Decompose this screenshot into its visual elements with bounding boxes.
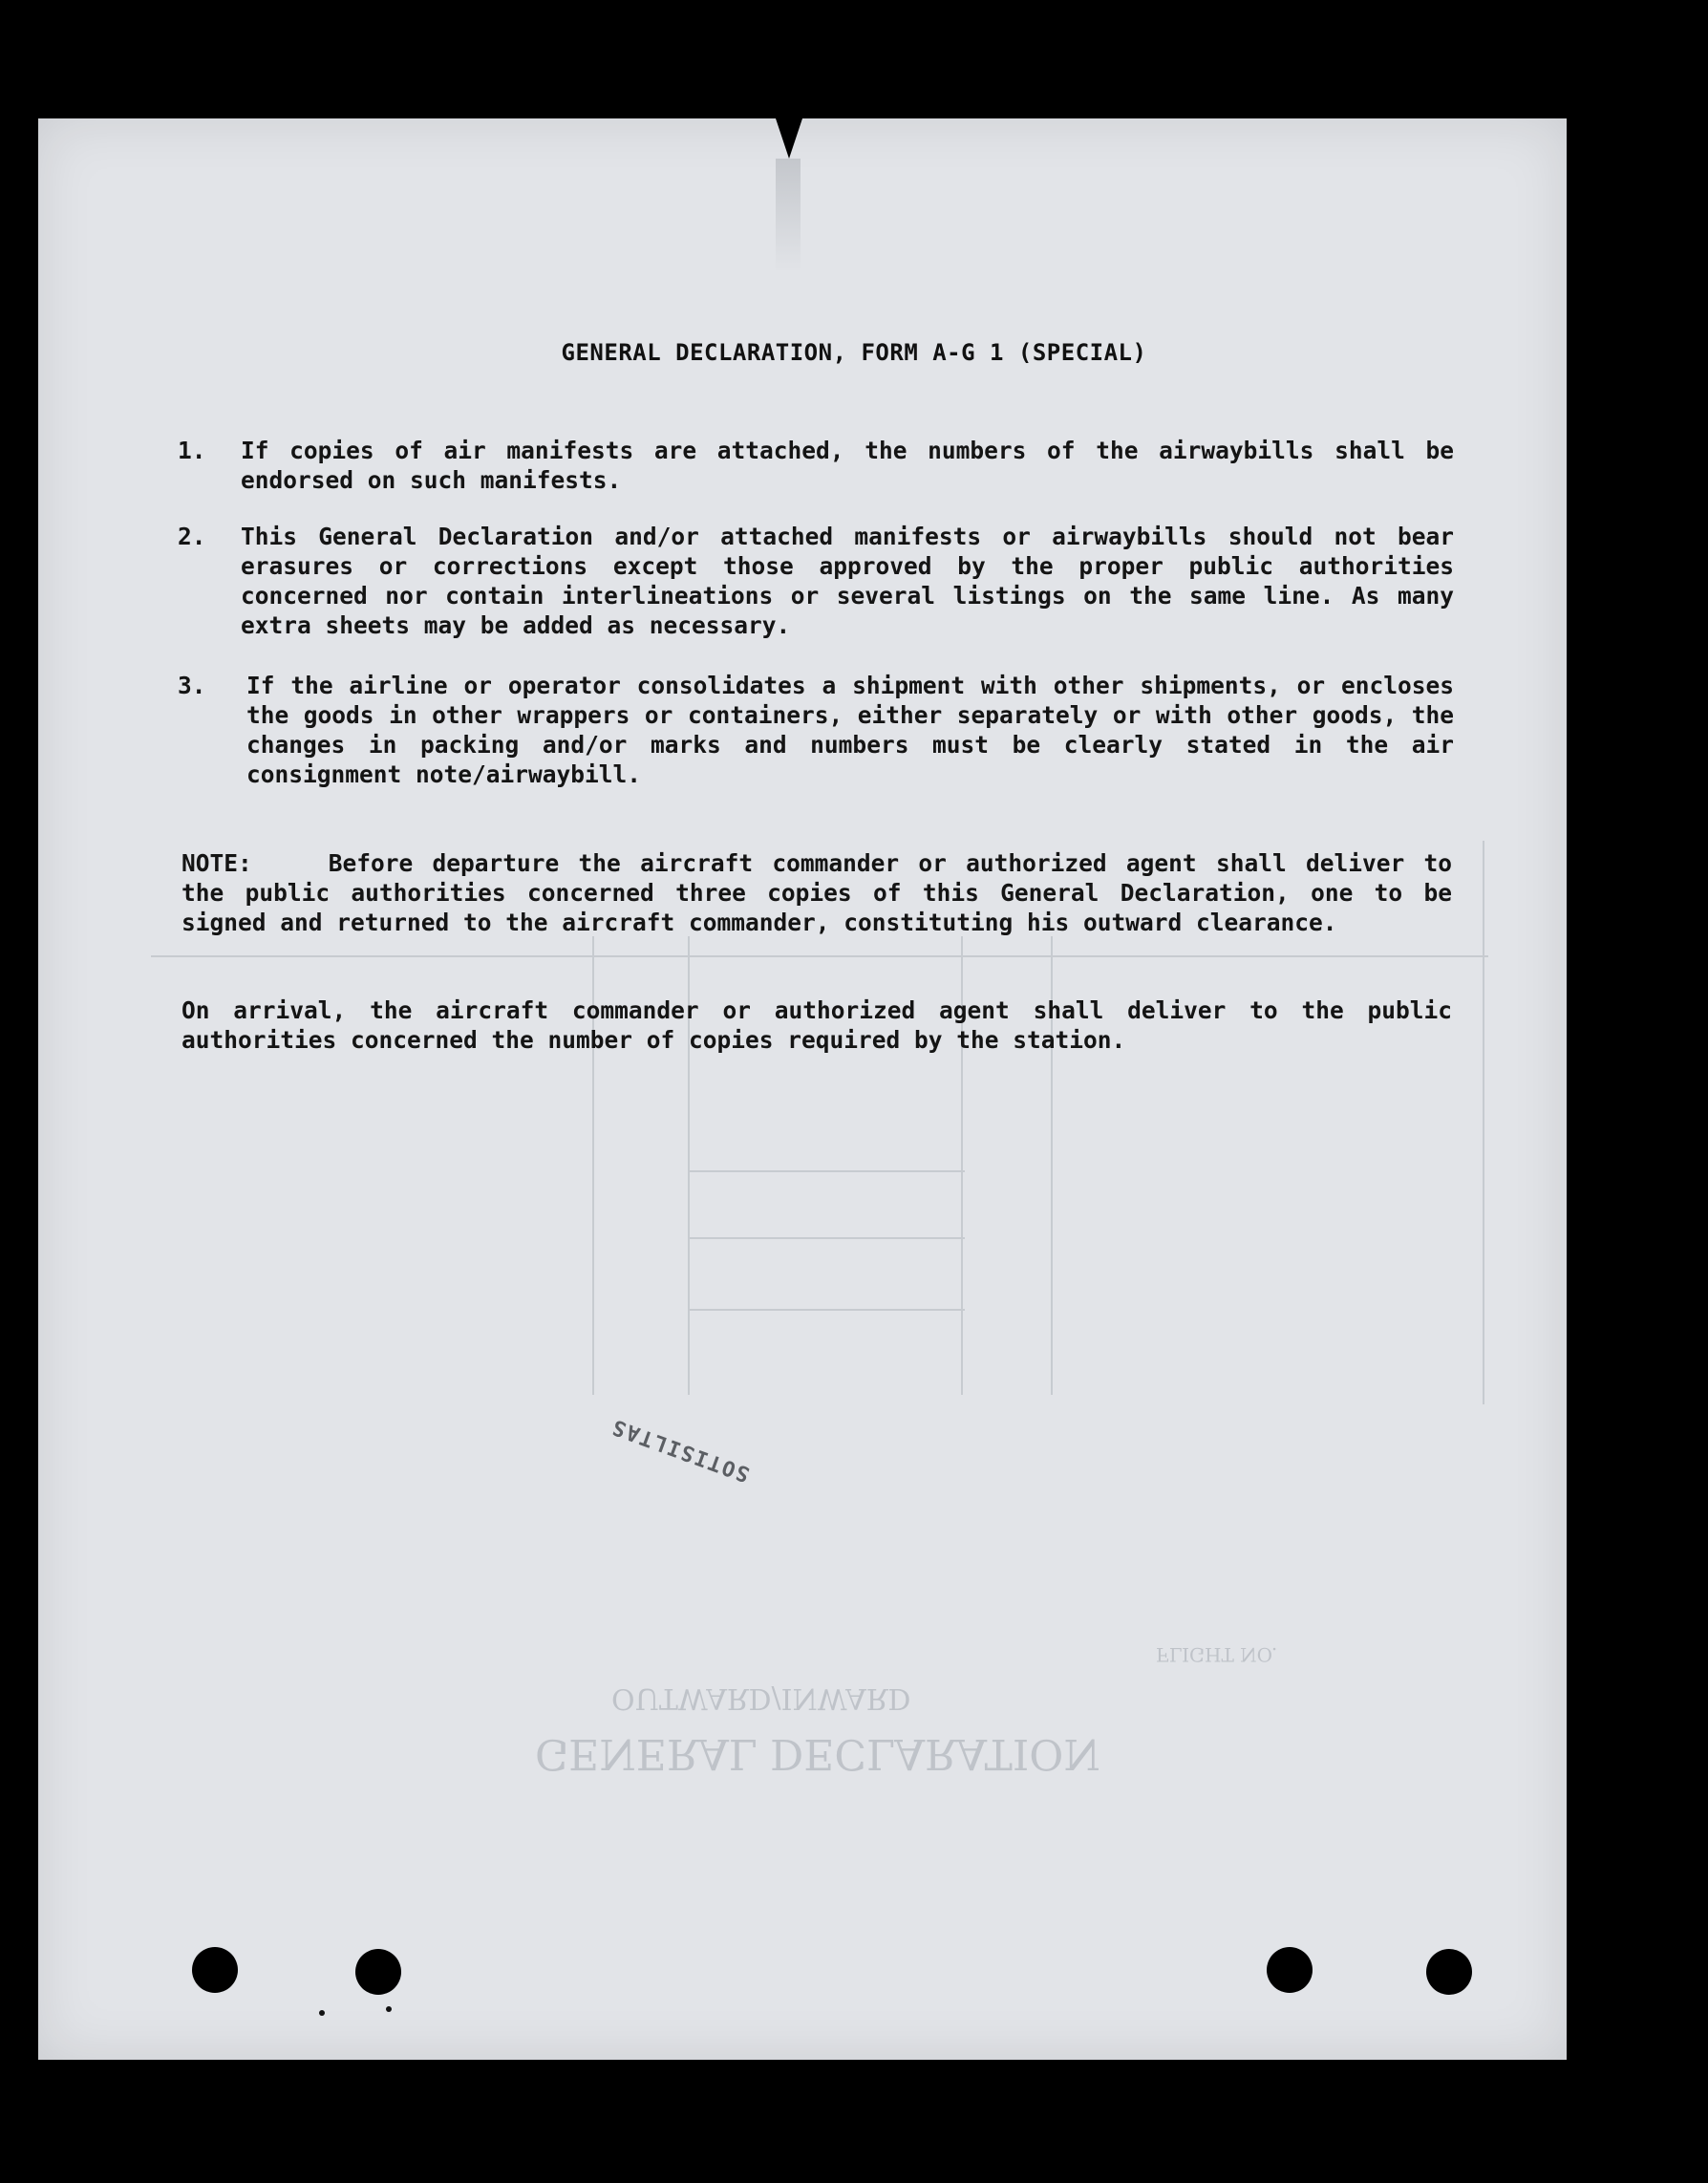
note-label: NOTE: xyxy=(181,849,252,877)
ghost-text: OUTWARD/INWARD xyxy=(611,1681,911,1715)
item-text: If the airline or operator consolidates a shipment with other shipments, or encloses the goods in other wrappers or containers, either separately or with other goods, the changes in packing and/or marks and numbers must be clearly stated in the air consignment note/airwaybill. xyxy=(246,672,1454,788)
item-number: 1. xyxy=(178,437,206,464)
ghost-rule xyxy=(1483,841,1484,1404)
ink-dot xyxy=(386,2006,392,2012)
punch-hole xyxy=(1267,1947,1313,1993)
page-title: GENERAL DECLARATION, FORM A-G 1 (SPECIAL) xyxy=(561,339,1147,366)
ghost-text: GENERAL DECLARATION xyxy=(535,1729,1100,1778)
item-number: 2. xyxy=(178,523,206,550)
punch-hole xyxy=(192,1947,238,1993)
torn-notch xyxy=(776,118,802,159)
ghost-rule xyxy=(151,955,1488,957)
punch-hole xyxy=(355,1949,401,1995)
ghost-rule xyxy=(688,1309,965,1311)
ghost-rule xyxy=(688,1170,965,1172)
ghost-rule xyxy=(688,1237,965,1239)
item-number: 3. xyxy=(178,672,206,699)
punch-hole xyxy=(1426,1949,1472,1995)
bleed-through-stamp: SOTISILTAS xyxy=(608,1413,754,1487)
note-text: Before departure the aircraft commander or authorized agent shall deliver to the public authorities concerned three copies of this General Declaration, one to be signed and returned to the aircraft commander, constituting his outward clearance. xyxy=(181,849,1452,936)
tear-shadow xyxy=(776,159,801,273)
ghost-text: FLIGHT NO. xyxy=(1156,1643,1278,1666)
arrival-paragraph: On arrival, the aircraft commander or authorized agent shall deliver to the public authorities concerned the number of copies required by the station. xyxy=(181,996,1452,1054)
item-text: This General Declaration and/or attached manifests or airwaybills should not bear erasures or corrections except those approved by the proper public authorities concerned nor contain interlineations or several listings on the same line. As many extra sheets may be added as necessary. xyxy=(241,523,1454,639)
note-paragraph xyxy=(181,848,1452,937)
item-text: If copies of air manifests are attached, the numbers of the airwaybills shall be endorsed on such manifests. xyxy=(241,437,1454,494)
ink-dot xyxy=(319,2010,325,2016)
